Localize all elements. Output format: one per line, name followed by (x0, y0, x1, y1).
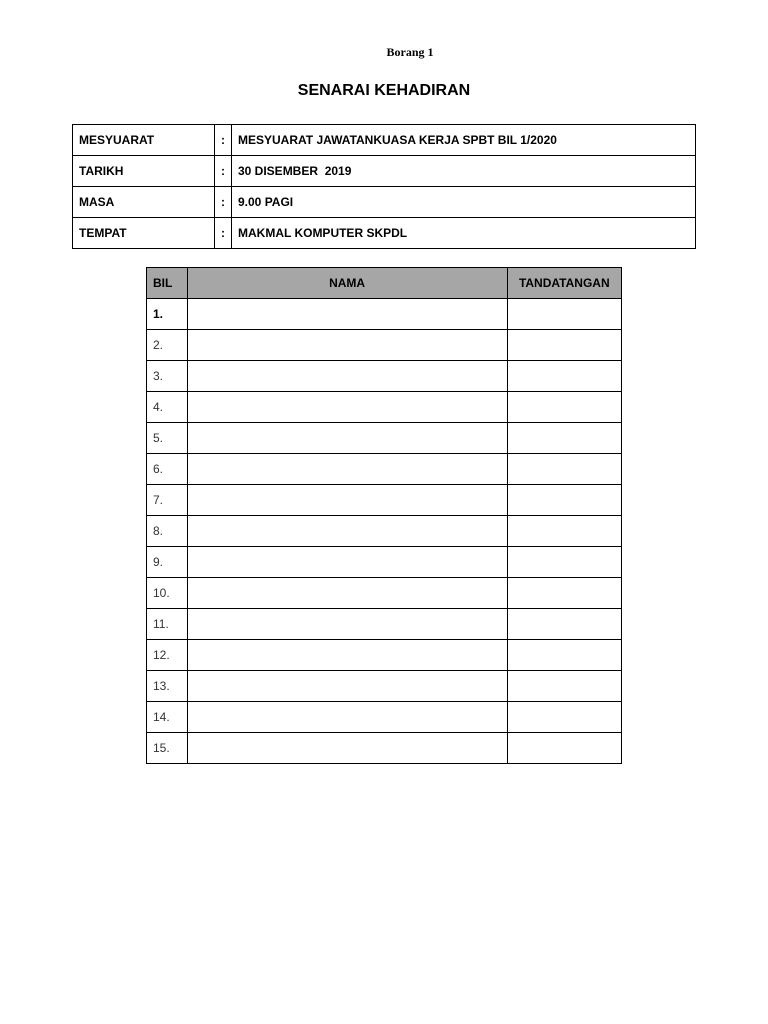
name-field[interactable] (187, 361, 507, 392)
row-number: 12. (147, 640, 188, 671)
column-header-bil: BIL (147, 268, 188, 299)
info-value: 9.00 PAGI (232, 187, 696, 218)
row-number: 6. (147, 454, 188, 485)
row-number: 7. (147, 485, 188, 516)
name-field[interactable] (187, 454, 507, 485)
name-field[interactable] (187, 733, 507, 764)
table-row (147, 361, 622, 392)
meeting-info-row (73, 125, 696, 156)
signature-field[interactable] (507, 516, 621, 547)
row-number: 5. (147, 423, 188, 454)
info-value: MESYUARAT JAWATANKUASA KERJA SPBT BIL 1/2020 (232, 125, 696, 156)
signature-field[interactable] (507, 330, 621, 361)
signature-field[interactable] (507, 485, 621, 516)
table-row (147, 485, 622, 516)
column-header-nama: NAMA (187, 268, 507, 299)
table-row (147, 454, 622, 485)
meeting-info-row (73, 187, 696, 218)
info-separator: : (215, 125, 232, 156)
info-label: MESYUARAT (73, 125, 215, 156)
name-field[interactable] (187, 547, 507, 578)
attendance-header-row (147, 268, 622, 299)
meeting-info-row (73, 156, 696, 187)
info-value: 30 DISEMBER 2019 (232, 156, 696, 187)
name-field[interactable] (187, 516, 507, 547)
table-row (147, 516, 622, 547)
info-label: TARIKH (73, 156, 215, 187)
table-row (147, 671, 622, 702)
meeting-info-table (72, 124, 696, 249)
name-field[interactable] (187, 330, 507, 361)
info-separator: : (215, 187, 232, 218)
table-row (147, 578, 622, 609)
info-label: MASA (73, 187, 215, 218)
column-header-tandatangan: TANDATANGAN (507, 268, 621, 299)
signature-field[interactable] (507, 578, 621, 609)
row-number: 2. (147, 330, 188, 361)
table-row (147, 609, 622, 640)
signature-field[interactable] (507, 299, 621, 330)
row-number: 14. (147, 702, 188, 733)
attendance-table (146, 267, 622, 764)
table-row (147, 547, 622, 578)
row-number: 4. (147, 392, 188, 423)
info-separator: : (215, 156, 232, 187)
signature-field[interactable] (507, 547, 621, 578)
name-field[interactable] (187, 609, 507, 640)
name-field[interactable] (187, 392, 507, 423)
info-value: MAKMAL KOMPUTER SKPDL (232, 218, 696, 249)
name-field[interactable] (187, 671, 507, 702)
signature-field[interactable] (507, 423, 621, 454)
row-number: 3. (147, 361, 188, 392)
table-row (147, 733, 622, 764)
row-number: 15. (147, 733, 188, 764)
signature-field[interactable] (507, 392, 621, 423)
info-label: TEMPAT (73, 218, 215, 249)
signature-field[interactable] (507, 454, 621, 485)
table-row (147, 423, 622, 454)
table-row (147, 702, 622, 733)
form-code: Borang 1 (386, 45, 434, 59)
signature-field[interactable] (507, 640, 621, 671)
row-number: 10. (147, 578, 188, 609)
table-row (147, 299, 622, 330)
name-field[interactable] (187, 578, 507, 609)
name-field[interactable] (187, 299, 507, 330)
table-row (147, 392, 622, 423)
row-number: 1. (147, 299, 188, 330)
signature-field[interactable] (507, 702, 621, 733)
meeting-info-row (73, 218, 696, 249)
signature-field[interactable] (507, 733, 621, 764)
signature-field[interactable] (507, 671, 621, 702)
name-field[interactable] (187, 640, 507, 671)
table-row (147, 640, 622, 671)
row-number: 9. (147, 547, 188, 578)
document-title: SENARAI KEHADIRAN (297, 82, 471, 99)
row-number: 11. (147, 609, 188, 640)
row-number: 8. (147, 516, 188, 547)
row-number: 13. (147, 671, 188, 702)
signature-field[interactable] (507, 609, 621, 640)
signature-field[interactable] (507, 361, 621, 392)
name-field[interactable] (187, 485, 507, 516)
name-field[interactable] (187, 423, 507, 454)
table-row (147, 330, 622, 361)
info-separator: : (215, 218, 232, 249)
attendance-rows (147, 299, 622, 764)
name-field[interactable] (187, 702, 507, 733)
